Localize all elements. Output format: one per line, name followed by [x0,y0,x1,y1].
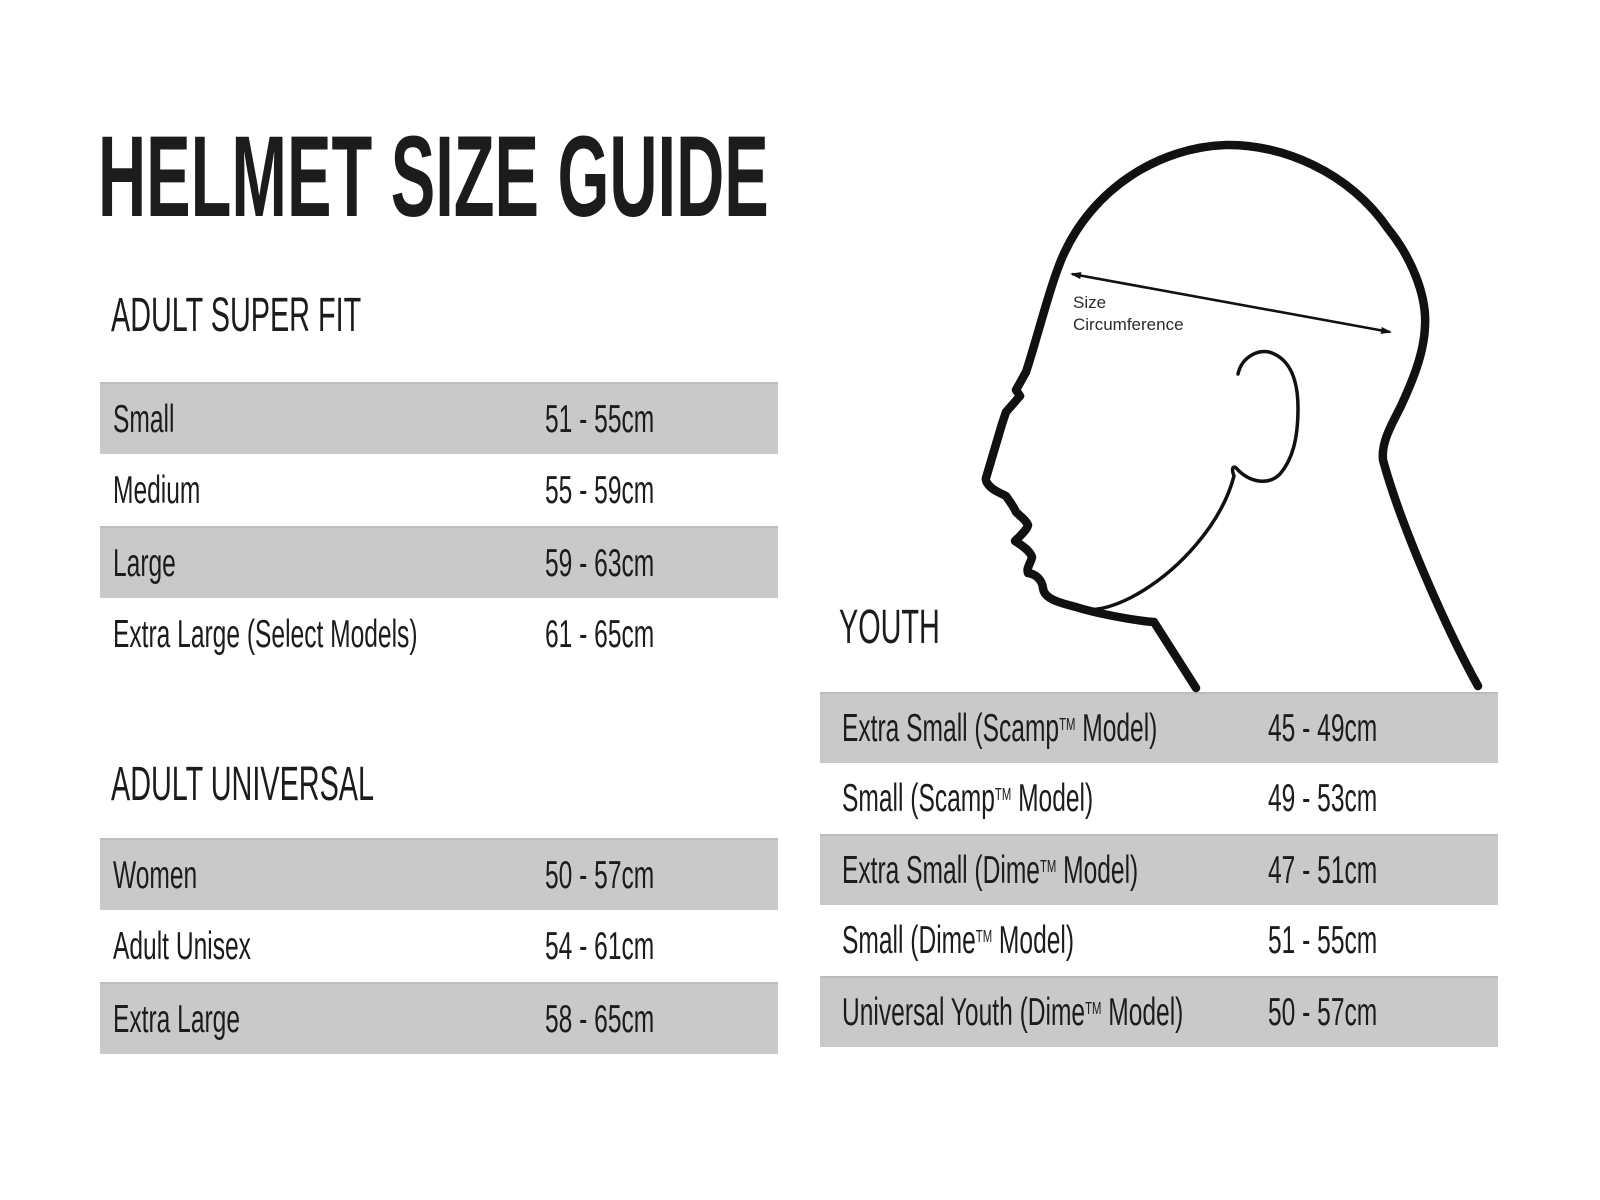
size-table-youth [820,692,1498,1047]
trademark-mark: TM [1085,997,1102,1018]
table-row [100,526,778,598]
trademark-mark: TM [994,783,1012,804]
circumference-label-line2: Circumference [1073,315,1184,334]
size-range: 49 - 53cm [1268,777,1378,820]
size-range: 55 - 59cm [545,468,655,512]
size-label: Extra Small (Dime™ Model) [842,849,1139,892]
table-row [820,834,1498,905]
table-row [100,598,778,670]
head-outline [986,145,1478,688]
size-label: Adult Unisex [113,924,251,968]
size-range: 59 - 63cm [545,541,655,585]
size-range: 58 - 65cm [545,997,655,1041]
size-range: 54 - 61cm [545,924,655,968]
size-label: Small (Dime™ Model) [842,919,1075,962]
size-label: Extra Small (Scamp™ Model) [842,707,1158,750]
table-row [820,976,1498,1047]
size-label: Large [113,541,176,585]
size-label: Small (Scamp™ Model) [842,777,1094,820]
head-profile-svg [940,130,1540,720]
size-range: 51 - 55cm [545,397,655,441]
trademark-mark: TM [1039,855,1057,876]
table-row [100,382,778,454]
size-label: Medium [113,468,201,512]
page-title-text: HELMET SIZE GUIDE [98,113,769,241]
section-heading-adult-universal: ADULT UNIVERSAL [111,758,375,811]
size-label: Small [113,397,175,441]
size-label: Women [113,853,198,897]
size-table-adult-universal [100,838,778,1054]
table-row [820,763,1498,834]
size-label: Extra Large (Select Models) [113,612,418,656]
size-range: 61 - 65cm [545,612,655,656]
section-heading-adult-super-fit: ADULT SUPER FIT [111,289,362,342]
trademark-mark: TM [975,925,993,946]
size-range: 47 - 51cm [1268,849,1378,892]
head-profile-illustration [940,130,1540,720]
section-heading-youth: YOUTH [839,601,940,654]
ear-and-jaw-line [1078,352,1298,610]
table-row [100,454,778,526]
size-label: Universal Youth (Dime™ Model) [842,991,1184,1034]
size-range: 50 - 57cm [545,853,655,897]
size-table-adult-super-fit [100,382,778,670]
size-range: 45 - 49cm [1268,707,1378,750]
size-range: 51 - 55cm [1268,919,1378,962]
size-range: 50 - 57cm [1268,991,1378,1034]
size-label: Extra Large [113,997,241,1041]
table-row [820,905,1498,976]
table-row [100,910,778,982]
table-row [100,838,778,910]
trademark-mark: TM [1059,713,1076,734]
table-row [100,982,778,1054]
circumference-label-line1: Size [1073,293,1107,312]
